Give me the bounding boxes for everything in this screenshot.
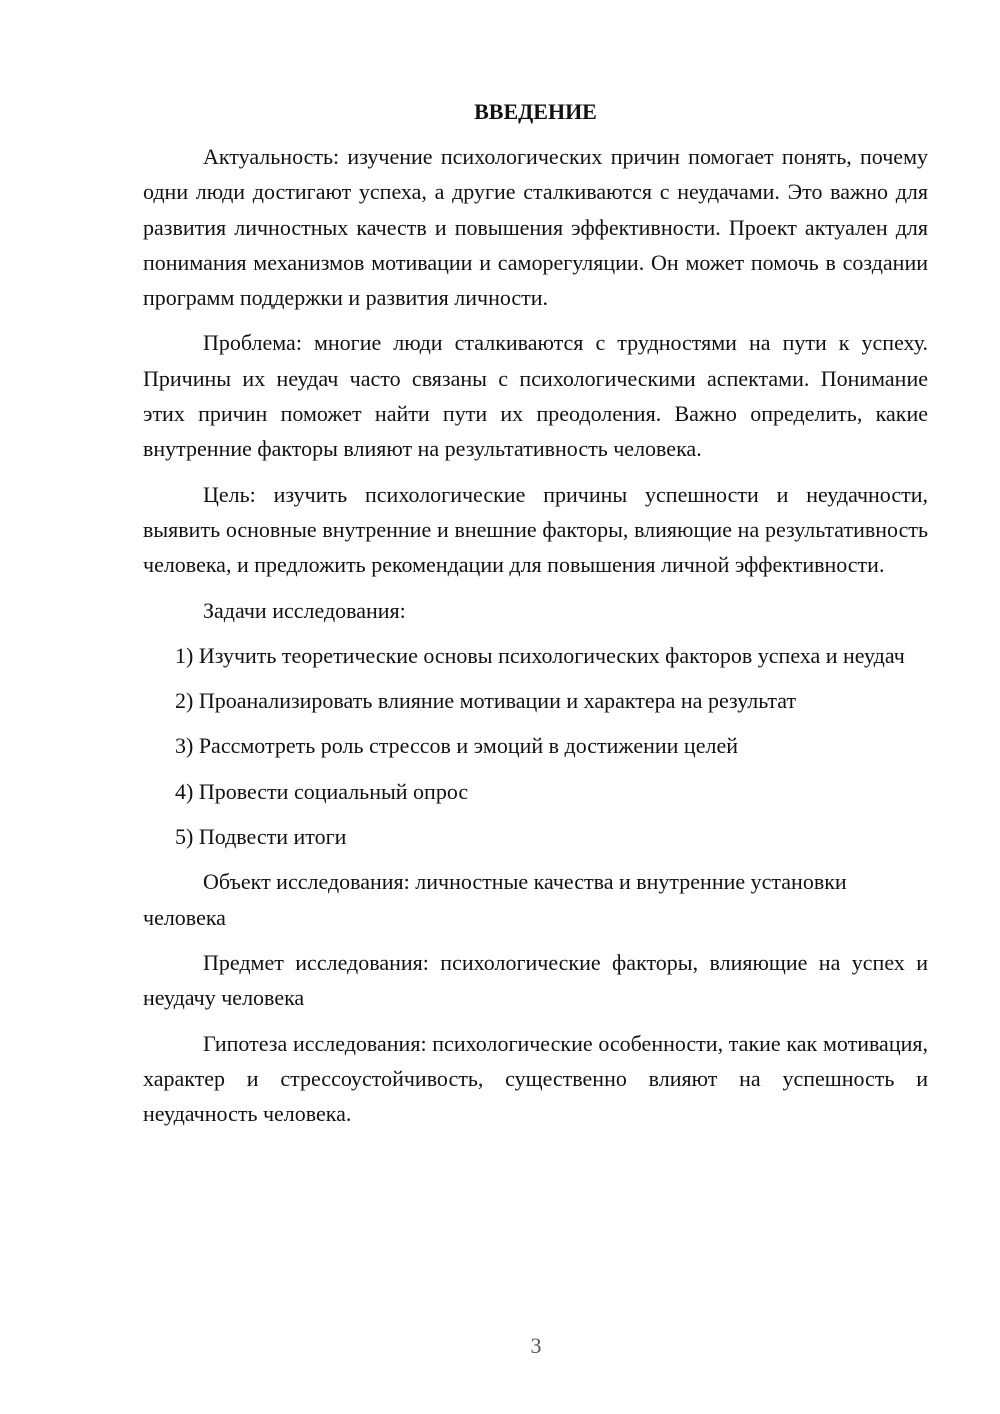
page-title: ВВЕДЕНИЕ <box>474 99 597 124</box>
subject-paragraph: Предмет исследования: психологические факторы, влияющие на успех и неудачу человека <box>143 949 928 1011</box>
document-body <box>143 94 928 1141</box>
problem-paragraph: Проблема: многие люди сталкиваются с трудностями на пути к успеху. Причины их неудач часто связаны с психологическими аспектами. Понимание этих причин поможет найти пути их преодоления. Важно определить, какие внутренние факторы влияют на результативность человека. <box>143 330 928 462</box>
task-item-5: 5) Подвести итоги <box>175 824 347 850</box>
hypothesis-paragraph: Гипотеза исследования: психологические особенности, такие как мотивация, характер и стрессоустойчивость, существенно влияют на успешность и неудачность человека. <box>143 1030 928 1127</box>
task-item-4: 4) Провести социальный опрос <box>175 778 469 804</box>
object-paragraph: Объект исследования: личностные качества и внутренние установки человека <box>143 869 847 930</box>
task-item-2: 2) Проанализировать влияние мотивации и характера на результат <box>175 688 797 714</box>
task-item-3: 3) Рассмотреть роль стрессов и эмоций в достижении целей <box>175 733 738 759</box>
task-item-1: 1) Изучить теоретические основы психологических факторов успеха и неудач <box>175 642 905 668</box>
tasks-heading: Задачи исследования: <box>203 597 406 623</box>
page-number: 3 <box>530 1333 542 1358</box>
goal-paragraph: Цель: изучить психологические причины успешности и неудачности, выявить основные внутренние и внешние факторы, влияющие на результативность человека, и предложить рекомендации для повышения личной эффективности. <box>143 481 928 578</box>
relevance-paragraph: Актуальность: изучение психологических причин помогает понять, почему одни люди достигают успеха, а другие сталкиваются с неудачами. Это важно для развития личностных качеств и повышения эффективности. Проект актуален для понимания механизмов мотивации и саморегуляции. Он может помочь в создании программ поддержки и развития личности. <box>143 144 928 311</box>
